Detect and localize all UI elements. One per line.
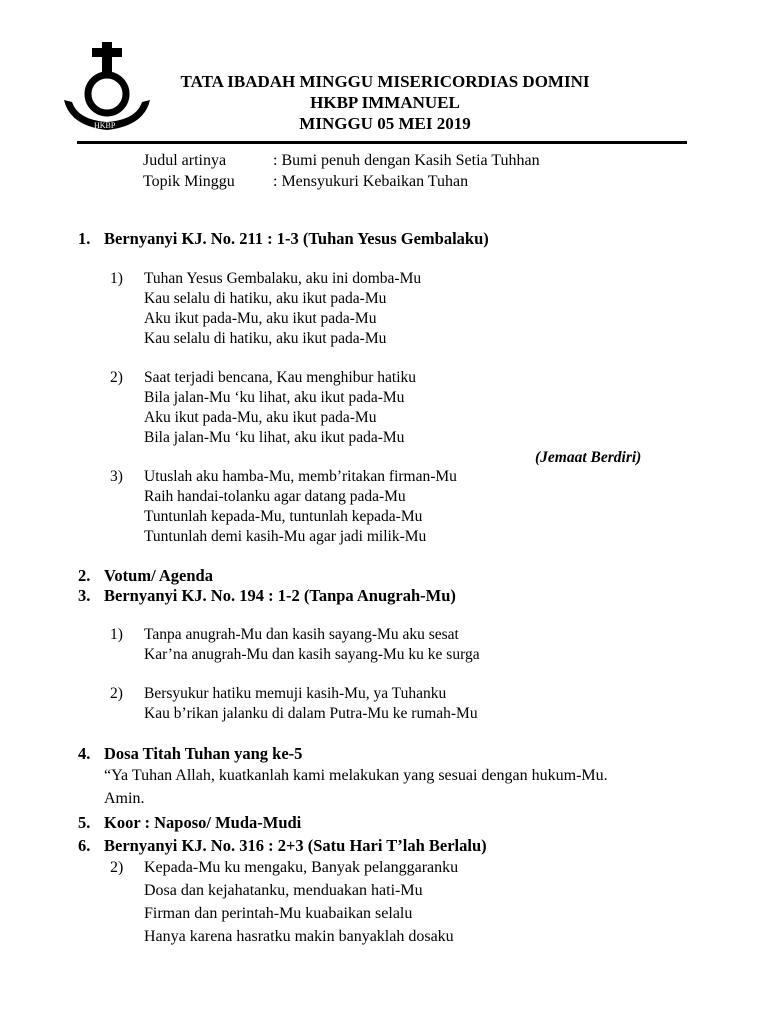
section-number: 1. bbox=[78, 229, 91, 248]
section-title: Bernyanyi KJ. No. 211 : 1-3 (Tuhan Yesus Gembalaku) bbox=[104, 229, 489, 248]
verse-number: 2) bbox=[110, 685, 123, 702]
section-number: 3. bbox=[78, 586, 91, 605]
lyric-line: Bila jalan-Mu ‘ku lihat, aku ikut pada-Mu bbox=[144, 389, 405, 406]
meta-value-judul: : Bumi penuh dengan Kasih Setia Tuhhan bbox=[273, 152, 540, 169]
section-title: Bernyanyi KJ. No. 316 : 2+3 (Satu Hari T’lah Berlalu) bbox=[104, 836, 487, 855]
verse-number: 1) bbox=[110, 270, 123, 287]
lyric-line: Aku ikut pada-Mu, aku ikut pada-Mu bbox=[144, 409, 377, 426]
lyric-line: Hanya karena hasratku makin banyaklah dosaku bbox=[144, 928, 454, 945]
hkbp-cross-logo-icon bbox=[58, 42, 156, 134]
lyric-line: Bersyukur hatiku memuji kasih-Mu, ya Tuhanku bbox=[144, 685, 447, 702]
section-title: Votum/ Agenda bbox=[104, 566, 213, 585]
lyric-line: Tuntunlah kepada-Mu, tuntunlah kepada-Mu bbox=[144, 508, 423, 525]
lyric-line: Tanpa anugrah-Mu dan kasih sayang-Mu aku sesat bbox=[144, 626, 459, 643]
lyric-line: Kepada-Mu ku mengaku, Banyak pelanggaranku bbox=[144, 859, 459, 876]
verse-number: 1) bbox=[110, 626, 123, 643]
meta-label-judul: Judul artinya bbox=[143, 152, 227, 169]
lyric-line: Utuslah aku hamba-Mu, memb’ritakan firman-Mu bbox=[144, 468, 457, 485]
lyric-line: Kau b’rikan jalanku di dalam Putra-Mu ke rumah-Mu bbox=[144, 705, 478, 722]
lyric-line: Kau selalu di hatiku, aku ikut pada-Mu bbox=[144, 330, 387, 347]
verse-number: 3) bbox=[110, 468, 123, 485]
logo-text: HKBP bbox=[94, 121, 116, 130]
congregation-stand-note: (Jemaat Berdiri) bbox=[535, 449, 642, 466]
section-number: 5. bbox=[78, 813, 91, 832]
prayer-text-line: “Ya Tuhan Allah, kuatkanlah kami melakukan yang sesuai dengan hukum-Mu. bbox=[104, 767, 608, 784]
lyric-line: Saat terjadi bencana, Kau menghibur hatiku bbox=[144, 369, 417, 386]
lyric-line: Bila jalan-Mu ‘ku lihat, aku ikut pada-Mu bbox=[144, 429, 405, 446]
title-line-2: HKBP IMMANUEL bbox=[310, 93, 460, 112]
lyric-line: Tuhan Yesus Gembalaku, aku ini domba-Mu bbox=[144, 270, 422, 287]
title-line-3: MINGGU 05 MEI 2019 bbox=[299, 114, 471, 133]
header-divider bbox=[77, 141, 687, 144]
lyric-line: Tuntunlah demi kasih-Mu agar jadi milik-Mu bbox=[144, 528, 427, 545]
meta-value-topik: : Mensyukuri Kebaikan Tuhan bbox=[273, 173, 469, 190]
prayer-text-line: Amin. bbox=[104, 790, 145, 807]
section-title: Bernyanyi KJ. No. 194 : 1-2 (Tanpa Anugrah-Mu) bbox=[104, 586, 456, 605]
lyric-line: Firman dan perintah-Mu kuabaikan selalu bbox=[144, 905, 413, 922]
hkbp-logo bbox=[58, 42, 156, 134]
lyric-line: Raih handai-tolanku agar datang pada-Mu bbox=[144, 488, 406, 505]
verse-number: 2) bbox=[110, 369, 123, 386]
section-number: 2. bbox=[78, 566, 91, 585]
section-title: Dosa Titah Tuhan yang ke-5 bbox=[104, 744, 303, 763]
section-number: 6. bbox=[78, 836, 91, 855]
title-line-1: TATA IBADAH MINGGU MISERICORDIAS DOMINI bbox=[180, 72, 590, 91]
lyric-line: Kar’na anugrah-Mu dan kasih sayang-Mu ku ke surga bbox=[144, 646, 480, 663]
section-number: 4. bbox=[78, 744, 91, 763]
lyric-line: Aku ikut pada-Mu, aku ikut pada-Mu bbox=[144, 310, 377, 327]
lyric-line: Kau selalu di hatiku, aku ikut pada-Mu bbox=[144, 290, 387, 307]
verse-number: 2) bbox=[110, 859, 124, 876]
meta-label-topik: Topik Minggu bbox=[143, 173, 235, 190]
lyric-line: Dosa dan kejahatanku, menduakan hati-Mu bbox=[144, 882, 423, 899]
section-title: Koor : Naposo/ Muda-Mudi bbox=[104, 813, 302, 832]
